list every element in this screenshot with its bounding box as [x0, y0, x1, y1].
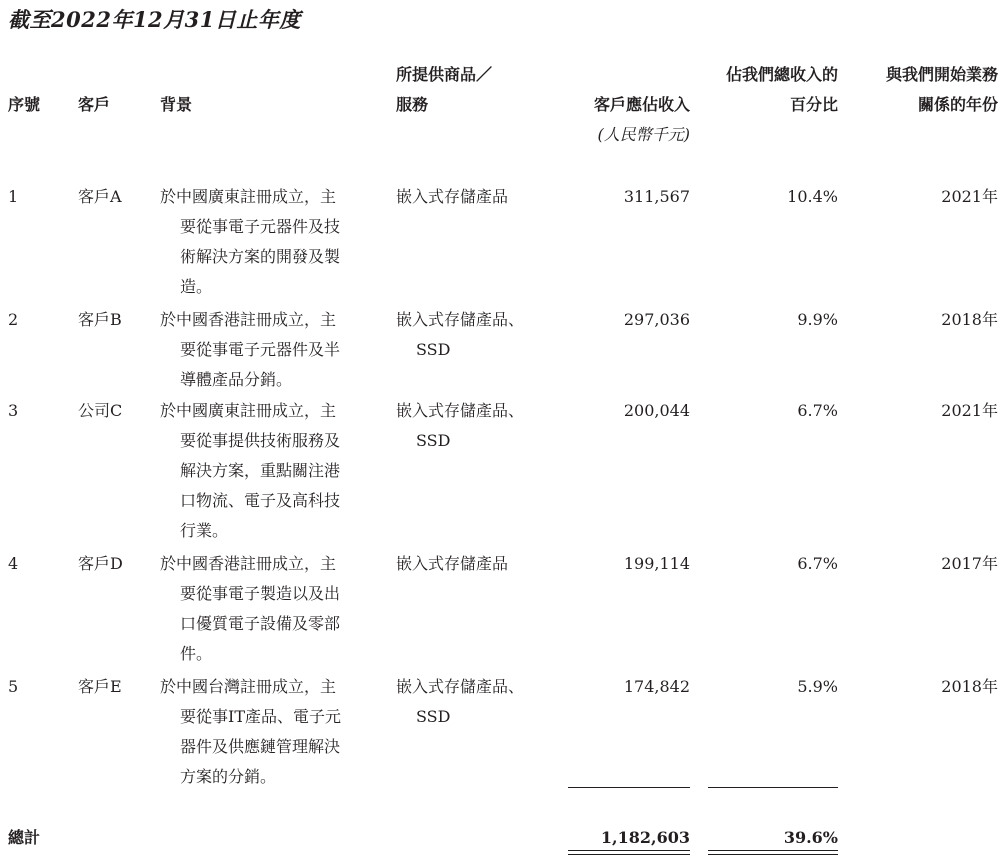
header-background: 背景 [160, 95, 193, 114]
background-line: 行業。 [180, 521, 229, 540]
header-year-line1: 與我們開始業務 [885, 65, 998, 84]
row-5-background [160, 672, 375, 792]
total-revenue: 1,182,603 [600, 828, 690, 847]
row-3-background [160, 396, 375, 546]
background-line: 方案的分銷。 [180, 767, 277, 786]
header-service [396, 60, 492, 120]
row-3-seq: 3 [8, 401, 19, 420]
row-5-percentage: 5.9% [797, 677, 838, 696]
service-line: SSD [416, 431, 451, 450]
service-line: 嵌入式存儲產品 [396, 554, 509, 573]
revenue-subtotal-rule [568, 787, 690, 788]
background-line: 要從事電子元器件及半 [180, 340, 341, 359]
background-line: 於中國廣東註冊成立，主 [160, 187, 337, 206]
header-percentage-line2: 百分比 [789, 95, 838, 114]
header-revenue [540, 90, 690, 150]
row-2-year: 2018年 [941, 310, 998, 329]
row-5-revenue: 174,842 [623, 677, 690, 696]
header-year-line2: 關係的年份 [917, 95, 998, 114]
row-2-customer: 客戶B [78, 310, 122, 329]
total-percentage: 39.6% [783, 828, 838, 847]
header-seq: 序號 [8, 95, 41, 114]
row-1-customer: 客戶A [78, 187, 122, 206]
service-line: SSD [416, 707, 451, 726]
row-3-service [396, 396, 524, 456]
row-3-percentage: 6.7% [797, 401, 838, 420]
row-3-year: 2021年 [941, 401, 998, 420]
service-line: SSD [416, 340, 451, 359]
background-line: 要從事電子元器件及技 [180, 217, 341, 236]
header-percentage [690, 60, 838, 120]
row-5-service [396, 672, 524, 732]
background-line: 件。 [180, 644, 213, 663]
background-line: 器件及供應鏈管理解決 [180, 737, 341, 756]
row-4-customer: 客戶D [78, 554, 123, 573]
row-4-percentage: 6.7% [797, 554, 838, 573]
row-5-customer: 客戶E [78, 677, 122, 696]
row-4-revenue: 199,114 [623, 554, 690, 573]
background-line: 導體產品分銷。 [180, 370, 293, 389]
row-3-revenue: 200,044 [623, 401, 690, 420]
percentage-subtotal-rule [708, 787, 838, 788]
background-line: 於中國香港註冊成立，主 [160, 310, 337, 329]
background-line: 要從事IT產品、電子元 [180, 707, 341, 726]
row-1-revenue: 311,567 [623, 187, 690, 206]
row-4-year: 2017年 [941, 554, 998, 573]
row-3-customer: 公司C [78, 401, 123, 420]
row-5-year: 2018年 [941, 677, 998, 696]
percentage-total-double-rule [708, 850, 838, 855]
background-line: 於中國香港註冊成立，主 [160, 554, 337, 573]
background-line: 口優質電子設備及零部 [180, 614, 341, 633]
background-line: 要從事提供技術服務及 [180, 431, 341, 450]
service-line: 嵌入式存儲產品 [396, 187, 509, 206]
header-percentage-line1: 佔我們總收入的 [725, 65, 838, 84]
service-line: 嵌入式存儲產品、 [396, 401, 525, 420]
row-4-seq: 4 [8, 554, 19, 573]
header-year [850, 60, 998, 120]
background-line: 於中國台灣註冊成立，主 [160, 677, 337, 696]
header-service-line2: 服務 [396, 95, 429, 114]
background-line: 口物流、電子及高科技 [180, 491, 341, 510]
row-2-seq: 2 [8, 310, 19, 329]
total-label: 總計 [8, 828, 41, 847]
row-1-percentage: 10.4% [787, 187, 838, 206]
header-service-line1: 所提供商品／ [396, 65, 493, 84]
row-1-seq: 1 [8, 187, 19, 206]
background-line: 要從事電子製造以及出 [180, 584, 341, 603]
background-line: 術解決方案的開發及製 [180, 247, 341, 266]
row-1-background [160, 182, 375, 302]
page-title: 截至2022年12月31日止年度 [8, 7, 301, 32]
row-5-seq: 5 [8, 677, 19, 696]
row-2-revenue: 297,036 [623, 310, 690, 329]
header-revenue-unit: (人民幣千元) [597, 125, 690, 144]
row-2-service [396, 305, 524, 365]
service-line: 嵌入式存儲產品、 [396, 310, 525, 329]
background-line: 解決方案，重點關注港 [180, 461, 341, 480]
row-4-service [396, 549, 508, 579]
service-line: 嵌入式存儲產品、 [396, 677, 525, 696]
background-line: 於中國廣東註冊成立，主 [160, 401, 337, 420]
row-2-background [160, 305, 375, 395]
header-revenue-label: 客戶應佔收入 [593, 95, 690, 114]
row-4-background [160, 549, 375, 669]
row-2-percentage: 9.9% [797, 310, 838, 329]
row-1-year: 2021年 [941, 187, 998, 206]
row-1-service [396, 182, 508, 212]
background-line: 造。 [180, 277, 213, 296]
header-customer: 客戶 [78, 95, 111, 114]
revenue-total-double-rule [568, 850, 690, 855]
